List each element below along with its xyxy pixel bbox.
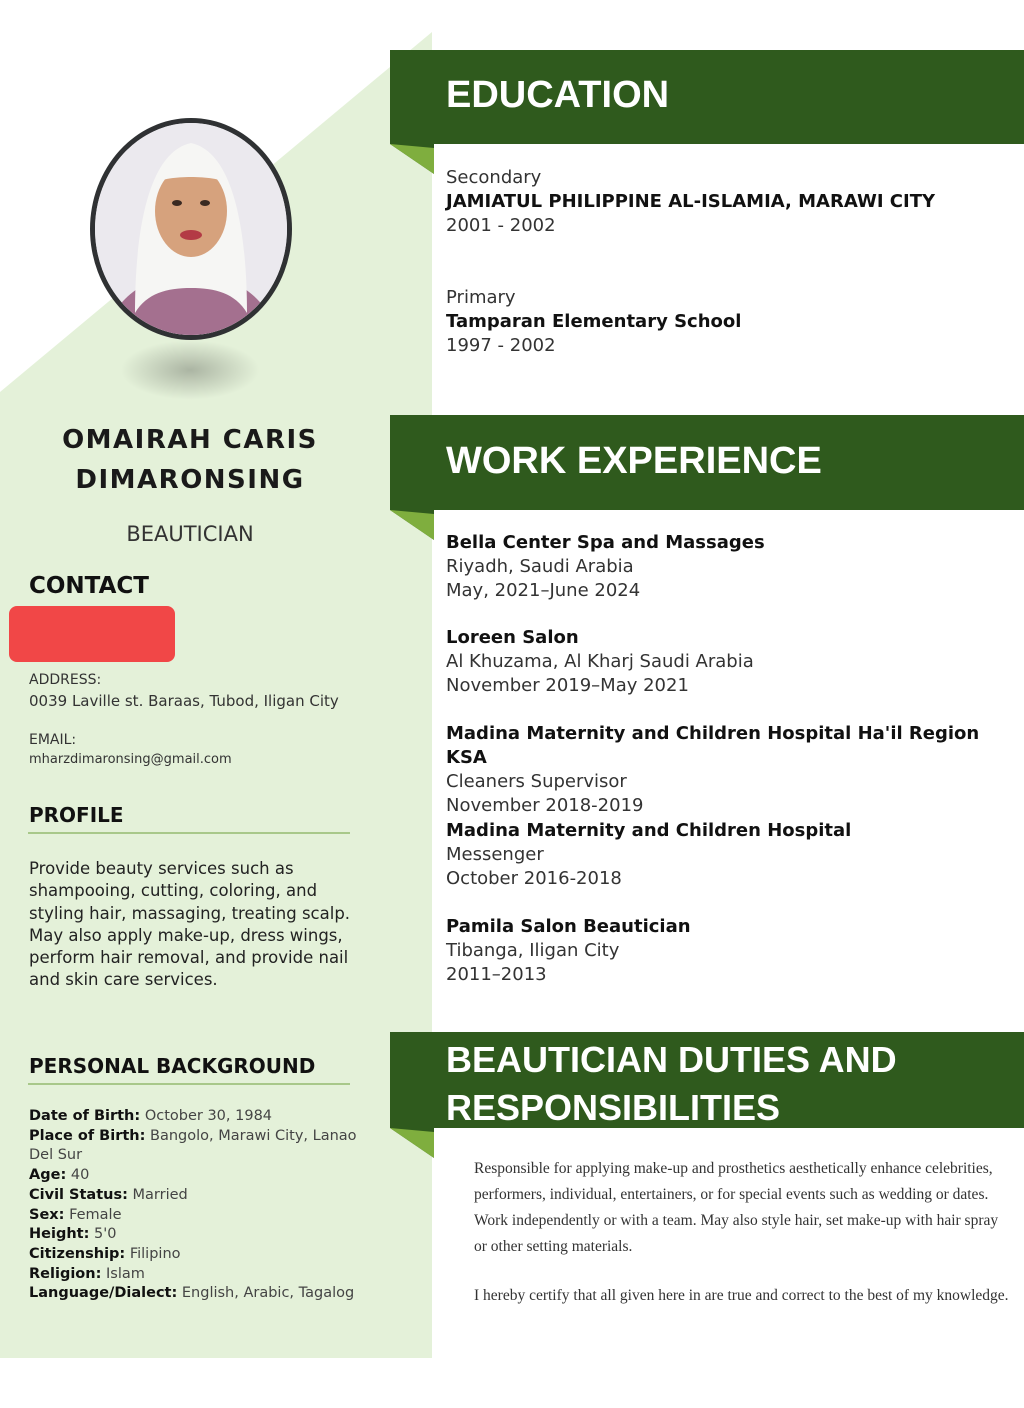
full-name <box>20 420 360 500</box>
work-company: Madina Maternity and Children Hospital <box>446 820 852 841</box>
pb-item: Age: 40 <box>29 1167 90 1184</box>
work-entry <box>446 915 691 987</box>
education-heading: EDUCATION <box>446 74 670 116</box>
pb-value: English, Arabic, Tagalog <box>181 1285 355 1302</box>
pb-label: Height <box>29 1226 84 1243</box>
name-second-line: DIMARONSING <box>75 465 305 495</box>
pb-value: Filipino <box>129 1245 181 1262</box>
education-years: 2001 - 2002 <box>446 215 556 236</box>
duties-heading-line1: BEAUTICIAN DUTIES AND <box>446 1039 897 1080</box>
pb-label: Civil Status <box>29 1186 123 1203</box>
work-entry <box>446 531 765 603</box>
pb-label: Language/Dialect <box>29 1285 172 1302</box>
work-company: Madina Maternity and Children Hospital Ha'il Region KSA <box>446 723 980 768</box>
duties-heading <box>446 1036 897 1132</box>
work-detail: Riyadh, Saudi Arabia <box>446 556 634 577</box>
pb-label: Religion <box>29 1265 96 1282</box>
work-detail: Cleaners Supervisor <box>446 771 627 792</box>
email-value: mharzdimaronsing@gmail.com <box>29 752 232 767</box>
pb-label: Date of Birth <box>29 1108 135 1124</box>
work-company: Pamila Salon Beautician <box>446 916 691 937</box>
work-banner-fold <box>390 510 434 540</box>
work-dates: November 2019–May 2021 <box>446 675 689 696</box>
email-label: EMAIL: <box>29 732 77 748</box>
education-banner-fold <box>390 144 434 174</box>
work-company: Loreen Salon <box>446 627 579 648</box>
pb-item: Religion: Islam <box>29 1265 145 1282</box>
personal-background-heading: PERSONAL BACKGROUND <box>29 1054 316 1078</box>
profile-photo <box>90 118 292 340</box>
pb-value: Islam <box>106 1265 145 1282</box>
pb-value: Married <box>132 1186 188 1203</box>
pb-item: Height: 5'0 <box>29 1226 117 1243</box>
education-school: Tamparan Elementary School <box>446 311 742 332</box>
photo-shadow <box>120 340 260 400</box>
work-dates: May, 2021–June 2024 <box>446 580 641 601</box>
pb-value: 40 <box>70 1167 90 1184</box>
work-experience-heading: WORK EXPERIENCE <box>446 440 822 482</box>
duties-text: Responsible for applying make-up and prosthetics aesthetically enhance celebrities, performers, individual, entertainers, or for special events such as wedding or dates. Work independently or with a team. May also style hair, set make-up with hair spray or other setting materials. <box>474 1160 999 1255</box>
work-dates: 2011–2013 <box>446 964 547 985</box>
profile-divider <box>28 832 350 834</box>
work-company: Bella Center Spa and Massages <box>446 532 765 553</box>
work-dates: November 2018-2019 <box>446 795 644 816</box>
address-label: ADDRESS: <box>29 672 102 688</box>
education-years: 1997 - 2002 <box>446 335 556 356</box>
pb-value: 5'0 <box>94 1226 117 1243</box>
pb-item: Sex: Female <box>29 1206 122 1223</box>
education-entry <box>446 286 741 358</box>
personal-background-list <box>29 1107 374 1304</box>
certification-statement: I hereby certify that all given here in are true and correct to the best of my knowledge. <box>474 1287 1009 1304</box>
pb-label: Citizenship <box>29 1245 120 1262</box>
pb-item: Date of Birth: October 30, 1984 <box>29 1108 273 1124</box>
pb-label: Age <box>29 1167 61 1184</box>
work-entry <box>446 626 754 698</box>
duties-heading-line2: RESPONSIBILITIES <box>446 1087 781 1128</box>
work-detail: Messenger <box>446 844 544 865</box>
pb-label: Sex <box>29 1206 59 1223</box>
pb-item: Language/Dialect: English, Arabic, Tagalog <box>29 1285 355 1302</box>
personal-background-divider <box>28 1083 350 1085</box>
pb-item: Citizenship: Filipino <box>29 1245 181 1262</box>
duties-banner-fold <box>390 1128 434 1158</box>
education-level: Secondary <box>446 167 542 188</box>
work-detail: Al Khuzama, Al Kharj Saudi Arabia <box>446 651 754 672</box>
profile-heading: PROFILE <box>29 803 124 827</box>
address-value: 0039 Laville st. Baraas, Tubod, Iligan City <box>29 692 339 710</box>
education-entry <box>446 166 935 238</box>
pb-label: Place of Birth <box>29 1127 140 1144</box>
pb-value: October 30, 1984 <box>144 1108 273 1124</box>
profile-text: Provide beauty services such as shampooing, cutting, coloring, and styling hair, massaging, treating scalp. May also apply make-up, dress wings, perform hair removal, and provide nail and skin care services. <box>29 859 351 990</box>
work-dates: October 2016-2018 <box>446 868 622 889</box>
job-title: BEAUTICIAN <box>126 522 254 546</box>
work-detail: Tibanga, Iligan City <box>446 940 620 961</box>
pb-item: Civil Status: Married <box>29 1186 188 1203</box>
work-entry <box>446 819 851 891</box>
education-level: Primary <box>446 287 516 308</box>
redacted-phone-block <box>9 606 175 662</box>
work-entry <box>446 722 1024 818</box>
pb-value: Female <box>69 1206 122 1223</box>
pb-item: Place of Birth: Bangolo, Marawi City, Lanao Del Sur <box>29 1127 357 1164</box>
name-first-line: OMAIRAH CARIS <box>62 425 318 455</box>
pb-value: Bangolo, Marawi City, Lanao Del Sur <box>29 1127 357 1164</box>
education-school: JAMIATUL PHILIPPINE AL-ISLAMIA, MARAWI CITY <box>446 191 936 212</box>
contact-heading: CONTACT <box>29 573 149 599</box>
